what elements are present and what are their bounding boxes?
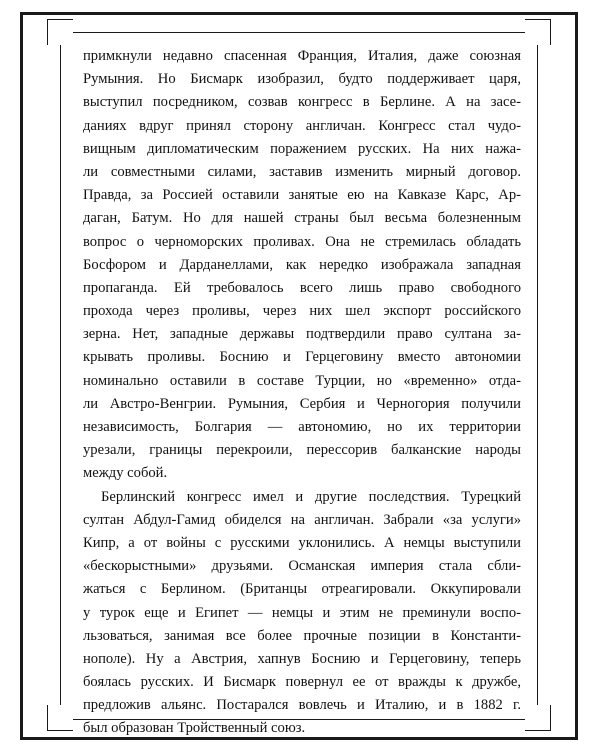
- border-corner-ornament: [47, 19, 73, 45]
- body-text: [83, 45, 521, 741]
- text-line: Правда, за Россией оставили занятые ею на Кавказе Карс, Ар-: [83, 187, 521, 204]
- text-line: жаться с Берлином. (Британцы отреагировали. Оккупировали: [83, 581, 521, 598]
- text-line: боялась русских. И Бисмарк повернул ее от вражды к дружбе,: [83, 674, 521, 691]
- text-line: независимость, Болгария — автономию, но их территории: [83, 419, 521, 435]
- text-line: номинально оставили в составе Турции, но «временно» отда-: [83, 372, 521, 389]
- text-line: у турок еще и Египет — немцы и этим не преминули воспо-: [83, 604, 521, 621]
- text-line: султан Абдул-Гамид обиделся на англичан. Забрали «за услуги»: [83, 511, 521, 528]
- border-corner-ornament: [525, 19, 551, 45]
- text-line: прохода через проливы, через них шел экспорт российского: [83, 303, 521, 320]
- paragraph: [83, 486, 521, 741]
- text-line: выступил посредником, созвав конгресс в Берлине. А на засе-: [83, 94, 521, 111]
- text-line: урезали, границы перекроили, перессорив балканские народы: [83, 442, 521, 459]
- text-line: Румыния. Но Бисмарк изобразил, будто поддерживает царя,: [83, 71, 521, 88]
- border-corner-ornament: [47, 705, 73, 731]
- text-line: между собой.: [83, 465, 168, 482]
- text-line: примкнули недавно спасенная Франция, Италия, даже союзная: [83, 48, 521, 64]
- text-line: был образован Тройственный союз.: [83, 720, 306, 737]
- text-line: вищным дипломатическим поражением русских. На них нажа-: [83, 140, 521, 157]
- text-line: зерна. Нет, западные державы подтвердили право султана за-: [83, 326, 521, 343]
- paragraph: [83, 45, 521, 486]
- text-line: ли Австро-Венгрии. Румыния, Сербия и Черногория получили: [83, 395, 521, 412]
- text-line: ли совместными силами, заставив изменить мирный договор.: [83, 163, 521, 180]
- text-line: Босфором и Дарданеллами, как нередко изображала западная: [83, 256, 521, 273]
- text-line: даган, Батум. Но для нашей страны был весьма болезненным: [83, 210, 521, 227]
- border-corner-ornament: [525, 705, 551, 731]
- text-line: пропаганда. Ей требовалось всего лишь право свободного: [83, 279, 521, 296]
- text-line: вопрос о черноморских проливах. Она не стремилась обладать: [83, 233, 521, 250]
- text-line: нополе). Ну а Австрия, хапнув Боснию и Герцеговину, теперь: [83, 650, 521, 667]
- text-line: Кипр, а от войны с русскими уклонились. А немцы выступили: [83, 534, 521, 551]
- text-line: предложив альянс. Постарался вовлечь и Италию, и в 1882 г.: [83, 697, 521, 714]
- text-line: «бескорыстными» друзьями. Османская империя стала сбли-: [83, 558, 521, 575]
- text-line: даниях вдруг принял сторону англичан. Конгресс стал чудо-: [83, 117, 521, 134]
- text-line: Берлинский конгресс имел и другие последствия. Турецкий: [101, 488, 521, 505]
- text-line: крывать проливы. Боснию и Герцеговину вместо автономии: [83, 349, 521, 366]
- text-line: льзоваться, занимая все более прочные позиции в Константи-: [83, 627, 521, 644]
